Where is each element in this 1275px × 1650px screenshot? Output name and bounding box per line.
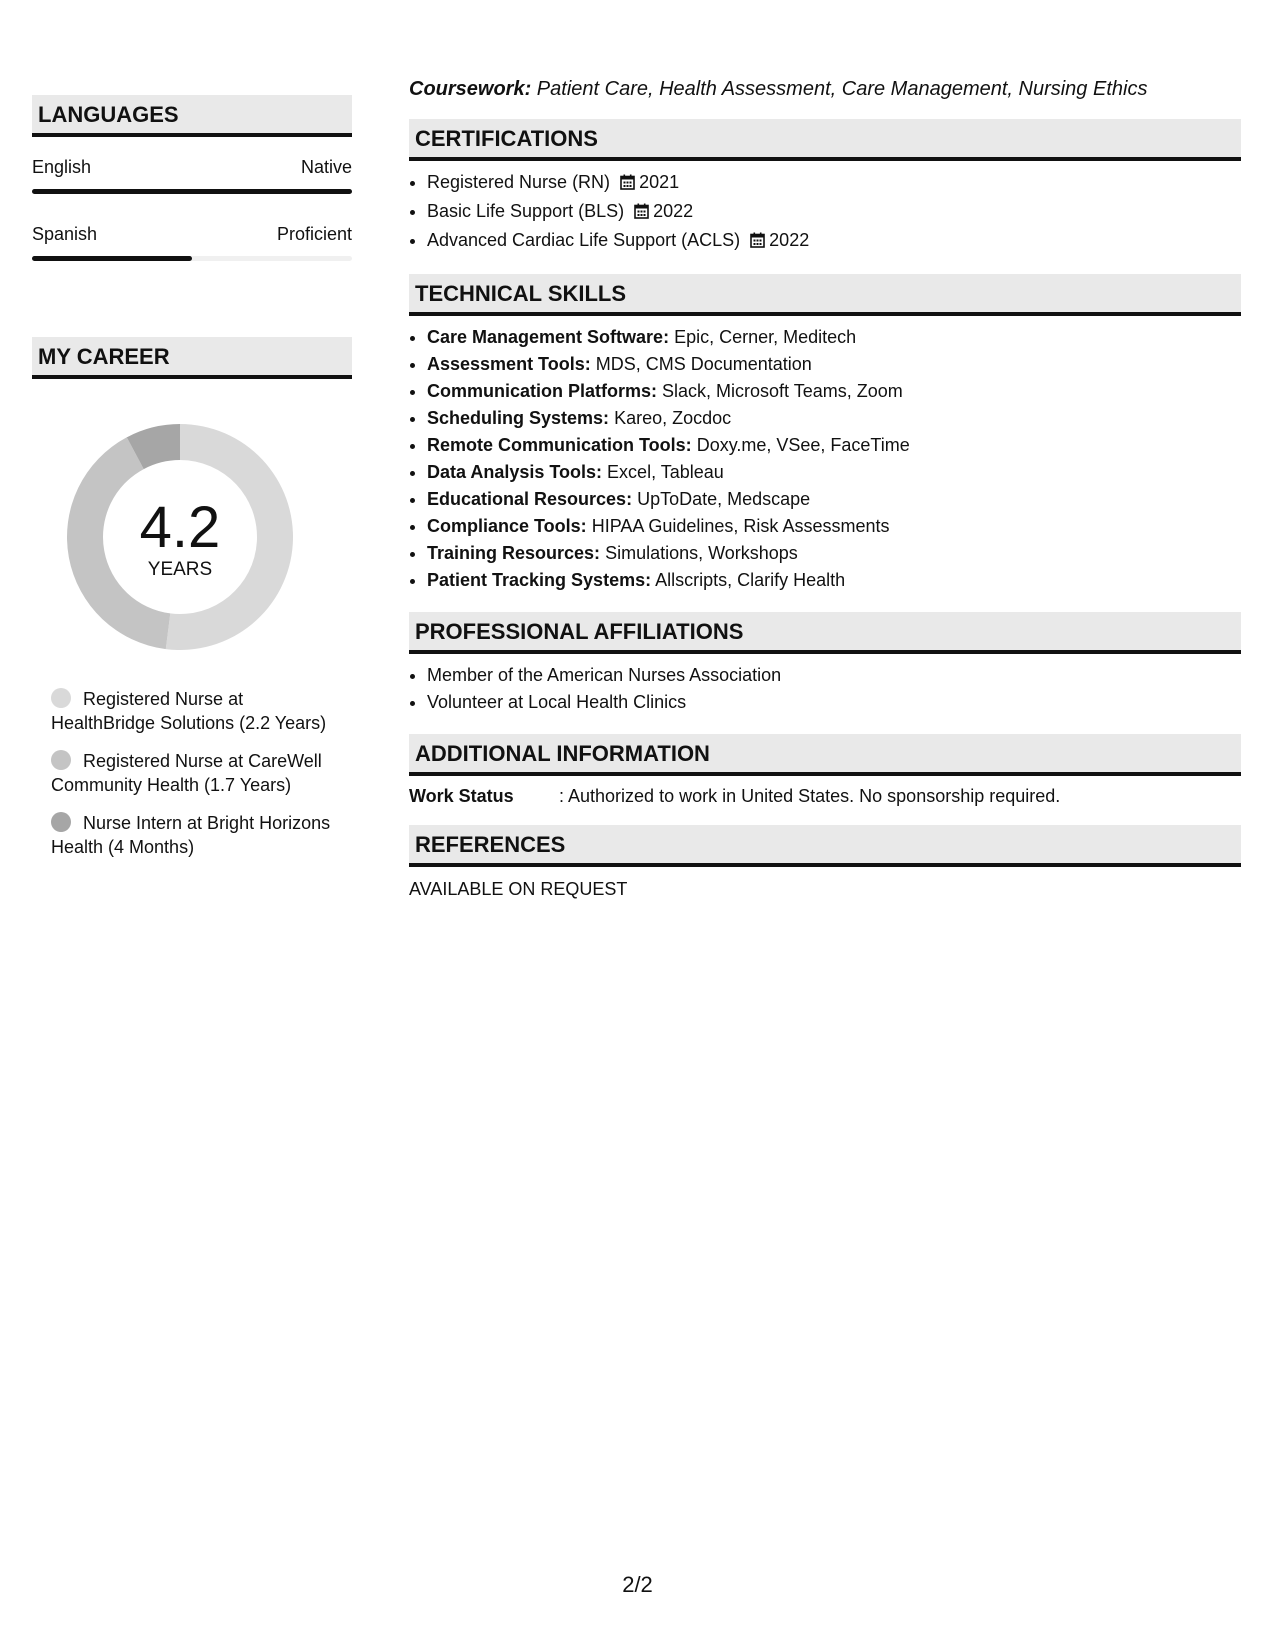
skill-item xyxy=(427,540,1241,567)
languages-list xyxy=(32,157,352,261)
skill-item xyxy=(427,459,1241,486)
language-name: English xyxy=(32,157,92,177)
work-status-label: Work Status xyxy=(409,786,514,806)
certification-name: Advanced Cardiac Life Support (ACLS) xyxy=(427,230,741,250)
affiliations-section xyxy=(409,612,1241,716)
calendar-icon xyxy=(634,200,649,227)
references-text: AVAILABLE ON REQUEST xyxy=(409,879,628,899)
language-proficiency-bar xyxy=(32,189,352,194)
career-total-value: 4.2 xyxy=(139,495,221,560)
references-heading: REFERENCES xyxy=(409,825,1241,867)
skill-label: Scheduling Systems: xyxy=(427,408,610,428)
skill-item xyxy=(427,513,1241,540)
skill-value: Epic, Cerner, Meditech xyxy=(669,327,857,347)
language-proficiency-fill xyxy=(32,256,192,261)
language-level: Proficient xyxy=(276,224,352,244)
career-legend-item xyxy=(51,811,341,859)
certification-year: 2021 xyxy=(639,172,680,192)
technical-skills-list xyxy=(409,324,1241,594)
legend-dot-icon xyxy=(51,812,71,832)
certification-name: Basic Life Support (BLS) xyxy=(427,201,625,221)
career-heading: MY CAREER xyxy=(32,337,352,379)
career-total-unit: YEARS xyxy=(147,559,213,580)
certifications-list xyxy=(409,169,1241,256)
skill-label: Compliance Tools: xyxy=(427,516,587,536)
skill-label: Training Resources: xyxy=(427,543,601,563)
donut-center xyxy=(66,423,294,651)
certification-year: 2022 xyxy=(769,230,810,250)
skill-value: Excel, Tableau xyxy=(602,462,724,482)
skill-label: Communication Platforms: xyxy=(427,381,658,401)
skill-value: UpToDate, Medscape xyxy=(632,489,811,509)
skill-label: Patient Tracking Systems: xyxy=(427,570,652,590)
skill-value: Doxy.me, VSee, FaceTime xyxy=(691,435,910,455)
additional-info-heading: ADDITIONAL INFORMATION xyxy=(409,734,1241,776)
work-status-row xyxy=(409,786,1241,807)
skill-item xyxy=(427,486,1241,513)
certifications-section xyxy=(409,119,1241,256)
certification-item xyxy=(427,169,1241,198)
skill-value: HIPAA Guidelines, Risk Assessments xyxy=(586,516,890,536)
left-column xyxy=(32,95,352,873)
career-legend xyxy=(51,687,341,859)
language-row xyxy=(32,157,352,178)
skill-value: MDS, CMS Documentation xyxy=(590,354,812,374)
skill-item xyxy=(427,351,1241,378)
language-proficiency-fill xyxy=(32,189,352,194)
career-legend-label: Registered Nurse at CareWell Community Health (1.7 Years) xyxy=(51,751,322,795)
skill-label: Educational Resources: xyxy=(427,489,633,509)
languages-heading: LANGUAGES xyxy=(32,95,352,137)
skill-value: Allscripts, Clarify Health xyxy=(651,570,846,590)
skill-item xyxy=(427,432,1241,459)
coursework-text: Patient Care, Health Assessment, Care Management, Nursing Ethics xyxy=(531,78,1148,100)
language-name: Spanish xyxy=(32,224,98,244)
affiliations-list xyxy=(409,662,1241,716)
career-legend-label: Registered Nurse at HealthBridge Solutions (2.2 Years) xyxy=(51,689,327,733)
career-legend-label: Nurse Intern at Bright Horizons Health (4 Months) xyxy=(51,813,331,857)
affiliation-item: • Volunteer at Local Health Clinics xyxy=(427,689,1241,716)
career-donut-chart xyxy=(66,423,294,651)
calendar-icon xyxy=(620,171,635,198)
affiliation-item: • Member of the American Nurses Association xyxy=(427,662,1241,689)
certification-year: 2022 xyxy=(653,201,694,221)
skill-value: Slack, Microsoft Teams, Zoom xyxy=(657,381,903,401)
certification-item xyxy=(427,198,1241,227)
certification-name: Registered Nurse (RN) xyxy=(427,172,611,192)
affiliations-heading: PROFESSIONAL AFFILIATIONS xyxy=(409,612,1241,654)
page-number: 2/2 xyxy=(622,1572,653,1597)
skill-value: Simulations, Workshops xyxy=(600,543,798,563)
language-level: Native xyxy=(300,157,352,177)
legend-dot-icon xyxy=(51,750,71,770)
coursework-label: Coursework: xyxy=(409,78,532,100)
additional-info-section xyxy=(409,734,1241,807)
legend-dot-icon xyxy=(51,688,71,708)
language-row xyxy=(32,224,352,245)
references-section xyxy=(409,825,1241,900)
certifications-heading: CERTIFICATIONS xyxy=(409,119,1241,161)
career-legend-item xyxy=(51,687,341,735)
skill-label: Remote Communication Tools: xyxy=(427,435,692,455)
calendar-icon xyxy=(750,229,765,256)
skill-item xyxy=(427,405,1241,432)
certification-item xyxy=(427,227,1241,256)
skill-item xyxy=(427,324,1241,351)
skill-label: Care Management Software: xyxy=(427,327,670,347)
skill-item xyxy=(427,567,1241,594)
work-status-value: : Authorized to work in United States. No sponsorship required. xyxy=(559,786,1061,806)
language-proficiency-bar xyxy=(32,256,352,261)
career-legend-item xyxy=(51,749,341,797)
technical-skills-heading: TECHNICAL SKILLS xyxy=(409,274,1241,316)
skill-label: Data Analysis Tools: xyxy=(427,462,603,482)
coursework-line xyxy=(409,78,1241,101)
skill-value: Kareo, Zocdoc xyxy=(609,408,732,428)
right-column xyxy=(409,78,1241,900)
skill-label: Assessment Tools: xyxy=(427,354,591,374)
skill-item xyxy=(427,378,1241,405)
technical-skills-section xyxy=(409,274,1241,594)
